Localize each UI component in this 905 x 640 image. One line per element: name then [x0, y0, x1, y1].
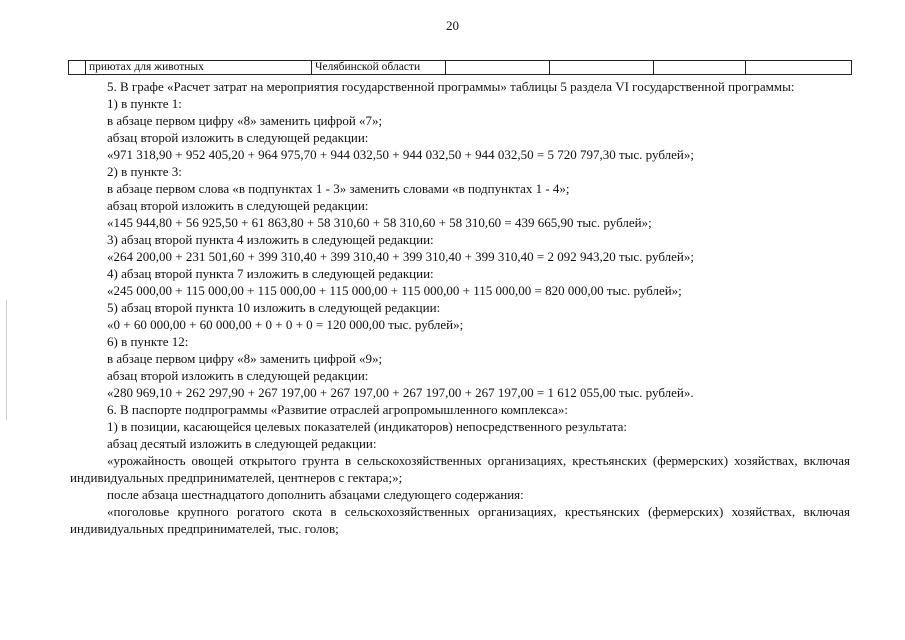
paragraph: «245 000,00 + 115 000,00 + 115 000,00 + 115 000,00 + 115 000,00 + 115 000,00 = 820 000,00 тыс. рублей»; [107, 283, 682, 298]
paragraph: абзац второй изложить в следующей редакции: [107, 198, 369, 213]
paragraph: 6. В паспорте подпрограммы «Развитие отраслей агропромышленного комплекса»: [107, 402, 569, 417]
margin-mark [6, 300, 7, 420]
paragraph: абзац десятый изложить в следующей редакции: [107, 436, 377, 451]
paragraph: «264 200,00 + 231 501,60 + 399 310,40 + 399 310,40 + 399 310,40 + 399 310,40 = 2 092 943,20 тыс. рублей»; [107, 249, 694, 264]
table-cell [654, 61, 746, 74]
paragraph: абзац второй изложить в следующей редакции: [107, 368, 369, 383]
table-cell [69, 61, 86, 74]
table-cell: приютах для животных [86, 61, 312, 74]
paragraph: «0 + 60 000,00 + 60 000,00 + 0 + 0 + 0 = 120 000,00 тыс. рублей»; [107, 317, 464, 332]
paragraph: «145 944,80 + 56 925,50 + 61 863,80 + 58 310,60 + 58 310,60 + 58 310,60 = 439 665,90 тыс. рублей»; [107, 215, 652, 230]
paragraph: 2) в пункте 3: [107, 164, 182, 179]
paragraph: 6) в пункте 12: [107, 334, 189, 349]
paragraph: «поголовье крупного рогатого скота в сельскохозяйственных организациях, крестьянских (фермерских) хозяйствах, включая индивидуальных предпринимателей, тыс. голов; [70, 504, 850, 536]
paragraph: 5) абзац второй пункта 10 изложить в следующей редакции: [107, 300, 441, 315]
paragraph: 3) абзац второй пункта 4 изложить в следующей редакции: [107, 232, 434, 247]
paragraph: после абзаца шестнадцатого дополнить абзацами следующего содержания: [107, 487, 524, 502]
paragraph: «урожайность овощей открытого грунта в сельскохозяйственных организациях, крестьянских (фермерских) хозяйствах, включая индивидуальных предпринимателей, центнеров с гектара;»; [70, 453, 850, 485]
table-cell: Челябинской области [312, 61, 446, 74]
paragraph: абзац второй изложить в следующей редакции: [107, 130, 369, 145]
document-body [70, 78, 850, 537]
paragraph: «280 969,10 + 262 297,90 + 267 197,00 + 267 197,00 + 267 197,00 + 267 197,00 = 1 612 055,00 тыс. рублей». [107, 385, 694, 400]
paragraph: в абзаце первом цифру «8» заменить цифрой «9»; [107, 351, 383, 366]
paragraph: 5. В графе «Расчет затрат на мероприятия государственной программы» таблицы 5 раздела VI государственной программы: [107, 79, 795, 94]
paragraph: 1) в пункте 1: [107, 96, 182, 111]
table-cell [446, 61, 550, 74]
paragraph: в абзаце первом слова «в подпунктах 1 - 3» заменить словами «в подпунктах 1 - 4»; [107, 181, 570, 196]
paragraph: «971 318,90 + 952 405,20 + 964 975,70 + 944 032,50 + 944 032,50 + 944 032,50 = 5 720 797,30 тыс. рублей»; [107, 147, 694, 162]
table-fragment [68, 60, 852, 75]
page-number: 20 [446, 18, 459, 33]
paragraph: 1) в позиции, касающейся целевых показателей (индикаторов) непосредственного результата: [107, 419, 628, 434]
table-cell [550, 61, 654, 74]
table-cell [746, 61, 851, 74]
paragraph: в абзаце первом цифру «8» заменить цифрой «7»; [107, 113, 383, 128]
paragraph: 4) абзац второй пункта 7 изложить в следующей редакции: [107, 266, 434, 281]
